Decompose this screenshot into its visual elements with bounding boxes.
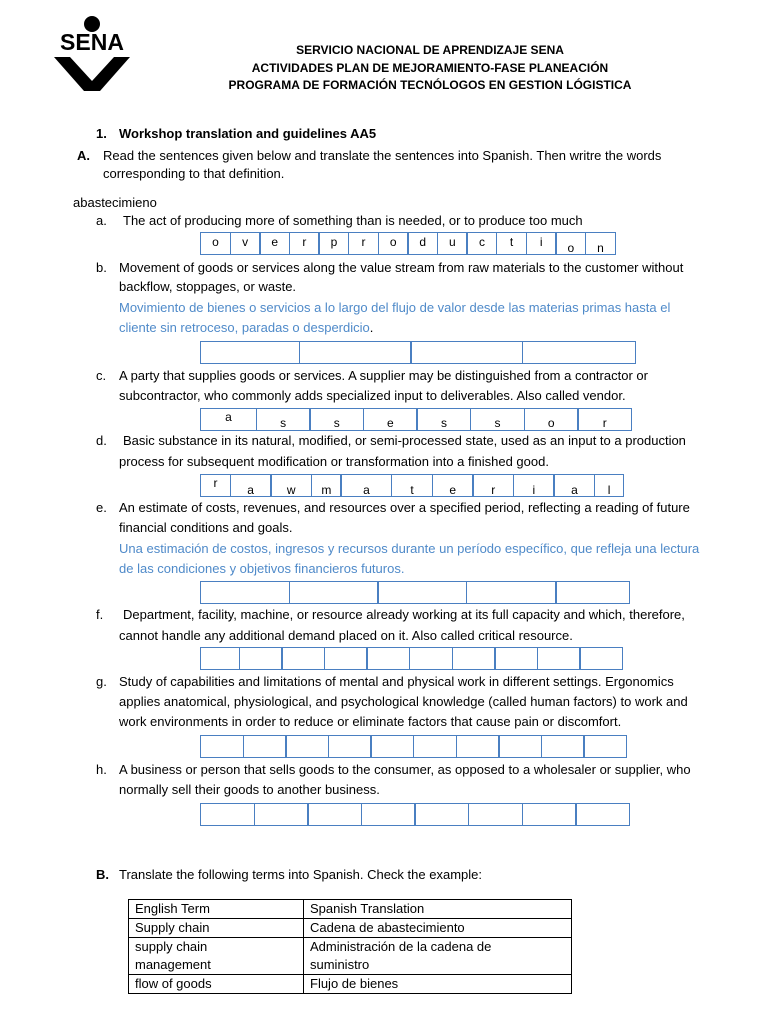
answer-box[interactable]: p [318,232,349,255]
header-line-1: SERVICIO NACIONAL DE APRENDIZAJE SENA [296,43,564,57]
item-b-text-line-1: Movement of goods or services along the value stream from raw materials to the customer without [119,260,684,275]
answer-box[interactable]: a [200,408,257,431]
sena-logo-graphic [48,15,138,97]
item-g-text-line-3: work environments in order to reduce or eliminate factors that cause pain or discomfort. [119,714,622,729]
item-g-text-line-1: Study of capabilities and limitations of mental and physical work in different settings. Ergonomics [119,674,674,689]
answer-box[interactable]: e [363,408,418,431]
answer-box[interactable] [377,581,467,604]
answer-box[interactable] [452,647,496,670]
answer-box[interactable]: s [470,408,525,431]
answer-box[interactable]: t [391,474,433,497]
part-a-instruction-line-1: Read the sentences given below and translate the sentences into Spanish. Then writre the words [103,148,662,163]
answer-box[interactable]: e [259,232,290,255]
answer-box[interactable] [498,735,542,758]
answer-box[interactable]: i [513,474,555,497]
answer-box[interactable]: i [526,232,557,255]
item-d-letter: d. [96,433,107,448]
answer-box[interactable] [494,647,538,670]
answer-box[interactable]: s [256,408,311,431]
answer-box[interactable] [361,803,416,826]
item-c-text-line-1: A party that supplies goods or services. A supplier may be distinguished from a contractor or [119,368,648,383]
answer-box[interactable]: c [466,232,497,255]
answer-box[interactable]: e [432,474,474,497]
answer-box[interactable]: a [553,474,595,497]
item-h-letter: h. [96,762,107,777]
answer-box[interactable] [243,735,287,758]
part-a-instruction-line-2: corresponding to that definition. [103,166,285,181]
answer-box[interactable] [468,803,523,826]
answer-box[interactable] [537,647,581,670]
answer-box[interactable]: o [200,232,231,255]
answer-box[interactable] [456,735,500,758]
answer-box[interactable] [200,581,290,604]
answer-box[interactable] [366,647,410,670]
item-h-answer-boxes [200,803,629,826]
table-cell-spanish[interactable]: Cadena de abastecimiento [304,919,572,938]
answer-box[interactable]: r [577,408,632,431]
item-b-letter: b. [96,260,107,275]
table-cell-english: flow of goods [129,975,304,994]
item-d-text-line-2: process for subsequent modification or transformation into a finished good. [119,454,549,469]
handwritten-note: abastecimieno [73,195,157,210]
answer-box[interactable]: s [309,408,364,431]
answer-box[interactable] [299,341,412,364]
answer-box[interactable] [413,735,457,758]
part-a-letter: A. [77,148,90,163]
answer-box[interactable]: t [496,232,527,255]
answer-box[interactable] [285,735,329,758]
item-d-answer-boxes [200,474,623,497]
item-a-answer-boxes [200,232,615,255]
answer-box[interactable]: a [230,474,272,497]
answer-box[interactable] [541,735,585,758]
answer-box[interactable] [522,803,577,826]
answer-box[interactable] [289,581,379,604]
table-row [129,919,572,938]
table-cell-english: supply chain management [129,938,304,975]
answer-box[interactable] [414,803,469,826]
item-c-letter: c. [96,368,107,383]
item-c-answer-boxes [200,408,631,431]
answer-box[interactable] [200,647,240,670]
item-g-letter: g. [96,674,107,689]
item-e-letter: e. [96,500,107,515]
item-e-answer-boxes [200,581,629,604]
answer-box[interactable]: r [289,232,320,255]
answer-box[interactable] [409,647,453,670]
item-e-translation-line-1: Una estimación de costos, ingresos y recursos durante un período específico, que refleja una lectura [119,541,700,556]
answer-box[interactable]: a [340,474,392,497]
answer-box[interactable]: s [416,408,471,431]
answer-box[interactable] [466,581,557,604]
table-header-english: English Term [129,900,304,919]
answer-box[interactable]: d [407,232,438,255]
answer-box[interactable] [555,581,630,604]
answer-box[interactable]: r [200,474,231,497]
terms-table [128,899,572,994]
answer-box[interactable]: m [311,474,342,497]
item-b-answer-boxes [200,341,634,364]
item-h-text-line-1: A business or person that sells goods to the consumer, as opposed to a wholesaler or supplier, who [119,762,691,777]
item-g-answer-boxes [200,735,626,758]
sena-logo [48,15,138,97]
answer-box[interactable]: r [472,474,514,497]
answer-box[interactable] [579,647,623,670]
answer-box[interactable] [200,341,300,364]
part-b-instruction: Translate the following terms into Spanish. Check the example: [119,867,482,882]
answer-box[interactable] [200,803,255,826]
part-b-letter: B. [96,867,109,882]
answer-box[interactable] [200,735,244,758]
item-d-text-line-1: Basic substance in its natural, modified, or semi-processed state, used as an input to a production [123,433,686,448]
answer-box[interactable]: o [378,232,409,255]
item-f-text-line-2: cannot handle any additional demand placed on it. Also called critical resource. [119,628,573,643]
item-h-text-line-2: normally sell their goods to another business. [119,782,380,797]
table-cell-spanish[interactable]: Administración de la cadena de suministro [304,938,572,975]
answer-box[interactable] [522,341,636,364]
table-cell-spanish[interactable]: Flujo de bienes [304,975,572,994]
answer-box[interactable]: o [524,408,579,431]
item-b-translation-line-1: Movimiento de bienes o servicios a lo largo del flujo de valor desde las materias primas hasta el [119,300,671,315]
table-header-row [129,900,572,919]
answer-box[interactable] [324,647,368,670]
section-title: Workshop translation and guidelines AA5 [119,126,377,141]
item-b-translation-line-2: cliente sin retroceso, paradas o desperdicio. [119,320,374,335]
answer-box[interactable] [410,341,523,364]
header-line-2: ACTIVIDADES PLAN DE MEJORAMIENTO-FASE PLANEACIÓN [251,61,609,75]
answer-box[interactable] [239,647,283,670]
answer-box[interactable] [583,735,627,758]
item-f-text-line-1: Department, facility, machine, or resource already working at its full capacity and which, therefore, [123,607,685,622]
item-e-translation-line-2: de las condiciones y objetivos financieros futuros. [119,561,405,576]
item-a-text: The act of producing more of something than is needed, or to produce too much [123,213,583,228]
section-number: 1. [96,126,107,141]
answer-box[interactable]: l [594,474,624,497]
table-cell-english: Supply chain [129,919,304,938]
table-header-spanish: Spanish Translation [304,900,572,919]
answer-box[interactable] [370,735,414,758]
answer-box[interactable]: u [437,232,468,255]
answer-box[interactable] [307,803,362,826]
item-b-text-line-2: backflow, stoppages, or waste. [119,279,297,294]
item-a-letter: a. [96,213,107,228]
answer-box[interactable] [254,803,309,826]
item-f-answer-boxes [200,647,622,670]
answer-box[interactable] [328,735,372,758]
table-row [129,975,572,994]
item-e-text-line-1: An estimate of costs, revenues, and resources over a specified period, reflecting a reading of future [119,500,690,515]
sena-logo-text: SENA [60,29,124,55]
answer-box[interactable] [575,803,630,826]
item-g-text-line-2: applies anatomical, physiological, and psychological knowledge (called human factors) to work and [119,694,688,709]
answer-box[interactable]: r [348,232,379,255]
item-f-letter: f. [96,607,104,622]
item-e-text-line-2: financial conditions and goals. [119,520,293,535]
table-row [129,938,572,975]
answer-box[interactable]: v [230,232,261,255]
item-c-text-line-2: subcontractor, who commonly adds specialized input to deliverables. Also called vendor. [119,388,626,403]
answer-box[interactable]: w [270,474,312,497]
header-line-3: PROGRAMA DE FORMACIÓN TECNÓLOGOS EN GESTION LÓGISTICA [228,78,632,92]
answer-box[interactable]: n [585,232,616,255]
answer-box[interactable] [281,647,325,670]
answer-box[interactable]: o [555,232,586,255]
